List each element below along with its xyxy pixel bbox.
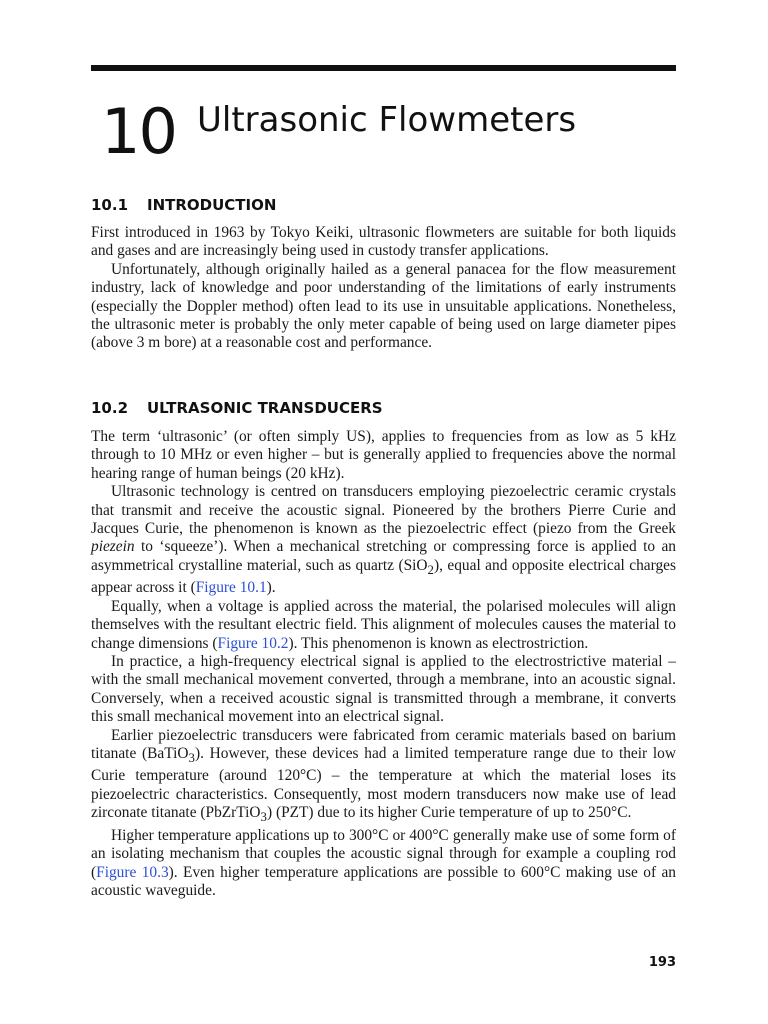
paragraph-text: ). Even higher temperature applications are possible to 600°C making use of an acoustic waveguide. — [91, 863, 677, 899]
section-heading-introduction — [91, 195, 276, 215]
chapter-title: Ultrasonic Flowmeters — [197, 100, 577, 140]
paragraph — [91, 727, 676, 827]
paragraph — [91, 598, 676, 653]
section-heading-ultrasonic-transducers — [91, 398, 383, 418]
paragraph-text: ). This phenomenon is known as electrostriction. — [288, 634, 589, 652]
paragraph-text: Ultrasonic technology is centred on transducers employing piezoelectric ceramic crystals that transmit and receive the acoustic signal. Pioneered by the brothers Pierre Curie and Jacques Curie, the phenomenon is known as the piezoelectric effect (piezo from the Greek — [91, 483, 676, 538]
subscript: 3 — [188, 751, 195, 766]
section-number: 10.1 — [91, 196, 129, 214]
paragraph-text: ). — [266, 579, 276, 597]
book-page — [91, 0, 676, 1024]
paragraph-text: ). However, these devices had a limited temperature range due to their low Curie temperature (around 120°C) – the temperature at which the material loses its piezoelectric characteristics. Consequently, most modern transducers now make use of lead zirconate titanate (PbZrTiO — [91, 744, 676, 822]
chapter-top-rule — [91, 65, 676, 71]
section-title: INTRODUCTION — [147, 196, 277, 214]
paragraph: In practice, a high-frequency electrical signal is applied to the electrostrictive material – with the small mechanical movement converted, through a membrane, into an acoustic signal. Conversely, when a received acoustic signal is transmitted through a membrane, it converts this small mechanical movement into an electrical signal. — [91, 652, 676, 726]
subscript: 2 — [427, 562, 434, 577]
paragraph-text: ), equal and opposite electrical charges appear across it ( — [91, 556, 677, 597]
paragraph — [91, 483, 676, 598]
section-body-introduction — [91, 224, 676, 353]
figure-link-10-3[interactable]: Figure 10.3 — [96, 863, 169, 881]
section-title: ULTRASONIC TRANSDUCERS — [147, 399, 383, 417]
chapter-number: 10 — [101, 95, 176, 168]
page-number: 193 — [648, 955, 676, 970]
paragraph — [91, 827, 676, 901]
paragraph: Unfortunately, although originally hailed as a general panacea for the flow measurement industry, lack of knowledge and poor understanding of the limitations of early instruments (especially the Doppler method) often lead to its use in unsuitable applications. Nonetheless, the ultrasonic meter is probably the only meter capable of being used on large diameter pipes (above 3 m bore) at a reasonable cost and performance. — [91, 260, 676, 352]
section-number: 10.2 — [91, 399, 129, 417]
paragraph-text: Earlier piezoelectric transducers were fabricated from ceramic materials based on barium titanate (BaTiO — [91, 726, 676, 762]
figure-link-10-2[interactable]: Figure 10.2 — [217, 634, 289, 652]
section-body-ultrasonic-transducers — [91, 428, 676, 900]
paragraph-text: Higher temperature applications up to 300°C or 400°C generally make use of some form of an isolating mechanism that couples the acoustic signal through for example a coupling rod ( — [91, 826, 676, 881]
figure-link-10-1[interactable]: Figure 10.1 — [195, 579, 267, 597]
subscript: 3 — [260, 810, 267, 825]
paragraph: First introduced in 1963 by Tokyo Keiki, ultrasonic flowmeters are suitable for both liquids and gases and are increasingly being used in custody transfer applications. — [91, 224, 676, 260]
paragraph-text: ) (PZT) due to its higher Curie temperature of up to 250°C. — [266, 804, 632, 822]
paragraph-text: to ‘squeeze’). When a mechanical stretching or compressing force is applied to an asymmetrical crystalline material, such as quartz (SiO — [91, 538, 676, 574]
italic-term: piezein — [91, 538, 135, 556]
paragraph: The term ‘ultrasonic’ (or often simply US), applies to frequencies from as low as 5 kHz through to 10 MHz or even higher – but is generally applied to frequencies above the normal hearing range of human beings (20 kHz). — [91, 428, 676, 482]
paragraph-text: Equally, when a voltage is applied across the material, the polarised molecules will align themselves with the resultant electric field. This alignment of molecules causes the material to change dimensions ( — [91, 597, 676, 652]
